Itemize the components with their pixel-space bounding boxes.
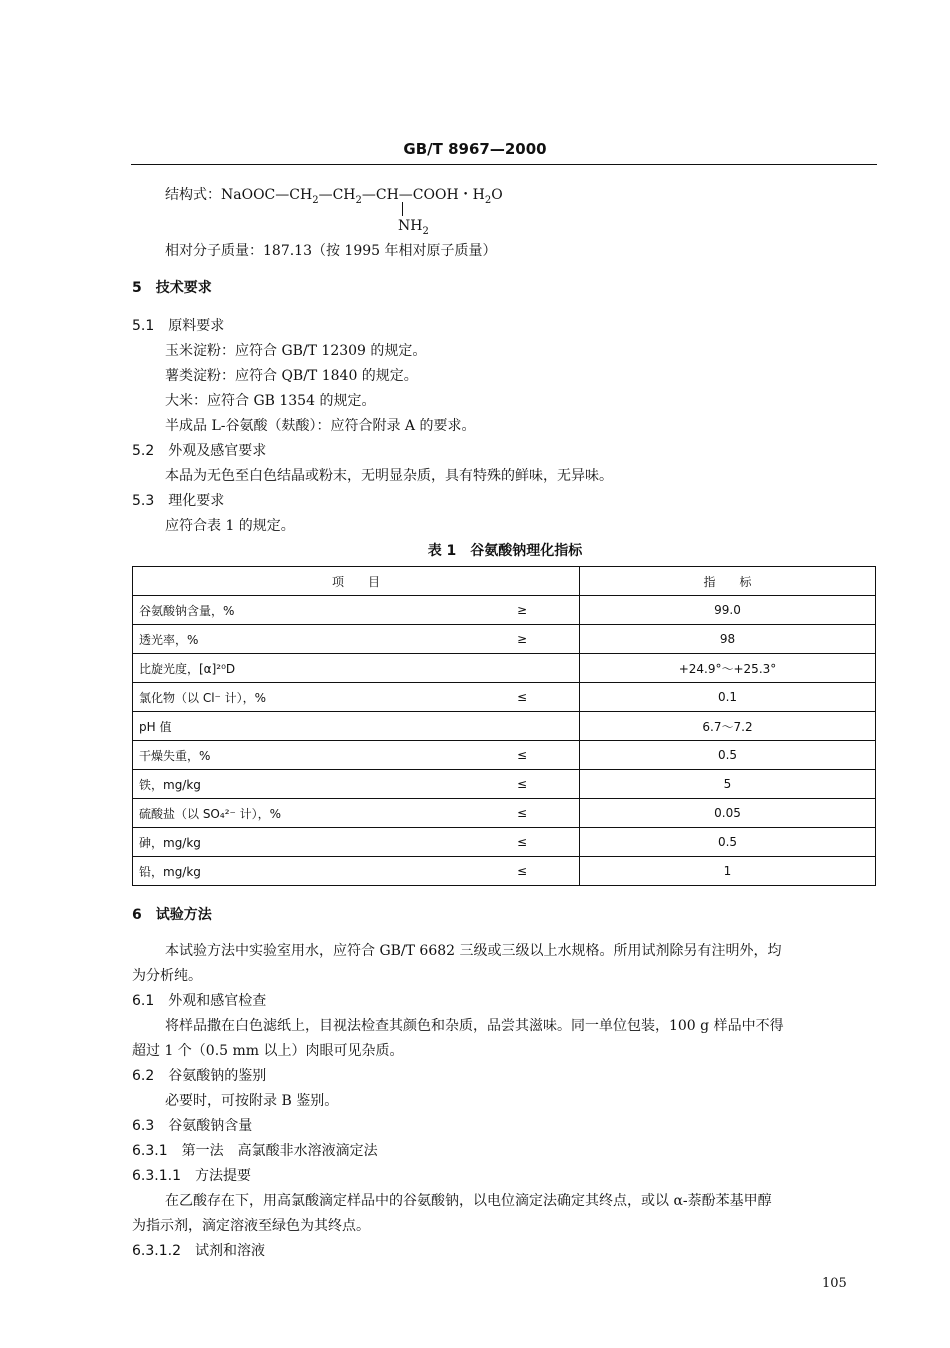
row-item: 氯化物（以 Cl⁻ 计），% [133, 683, 466, 712]
section-5-3-title: 5.3 理化要求 [132, 493, 225, 509]
row-item: 谷氨酸钠含量，% [133, 596, 466, 625]
page-number: 105 [822, 1276, 847, 1291]
formula-branch [398, 218, 429, 237]
row-op: ≤ [465, 741, 580, 770]
header-value: 指 标 [580, 567, 876, 596]
formula-label: 结构式： [165, 187, 221, 203]
row-item: 硫酸盐（以 SO₄²⁻ 计），% [133, 799, 466, 828]
section-6-3-1-1-title: 6.3.1.1 方法提要 [132, 1168, 251, 1184]
formula-sub: 2 [484, 194, 492, 206]
row-value: 99.0 [580, 596, 876, 625]
row-op [465, 712, 580, 741]
section-6-3-title: 6.3 谷氨酸钠含量 [132, 1118, 253, 1134]
row-op: ≤ [465, 857, 580, 886]
section-6-1-title: 6.1 外观和感官检查 [132, 993, 267, 1009]
raw-material-item: 薯类淀粉：应符合 QB/T 1840 的规定。 [165, 368, 418, 384]
section-5-3-text: 应符合表 1 的规定。 [165, 518, 295, 534]
row-value: 6.7～7.2 [580, 712, 876, 741]
row-op: ≤ [465, 683, 580, 712]
formula-sub: 2 [355, 194, 362, 206]
section-6-heading: 6 试验方法 [132, 907, 212, 923]
section-6-1-text-line1: 将样品撒在白色滤纸上，目视法检查其颜色和杂质，品尝其滋味。同一单位包装，100 g 样品中不得 [165, 1018, 784, 1034]
section-6-intro-line2: 为分析纯。 [132, 968, 202, 984]
section-5-2-text: 本品为无色至白色结晶或粉末，无明显杂质，具有特殊的鲜味，无异味。 [165, 468, 613, 484]
row-value: 0.5 [580, 828, 876, 857]
row-op: ≤ [465, 828, 580, 857]
spec-table [132, 566, 876, 886]
row-item: 铅，mg/kg [133, 857, 466, 886]
formula-part: O [491, 187, 503, 203]
formula-branch-text: NH [398, 218, 423, 234]
row-op [465, 654, 580, 683]
formula-part: —CH—COOH・H [361, 187, 485, 203]
row-op: ≤ [465, 770, 580, 799]
section-5-2-title: 5.2 外观及感官要求 [132, 443, 267, 459]
section-6-intro-line1: 本试验方法中实验室用水，应符合 GB/T 6682 三级或三级以上水规格。所用试剂除另有注明外，均 [165, 943, 782, 959]
section-6-2-title: 6.2 谷氨酸钠的鉴别 [132, 1068, 267, 1084]
section-6-1-text-line2: 超过 1 个（0.5 mm 以上）肉眼可见杂质。 [132, 1043, 404, 1059]
row-value: 98 [580, 625, 876, 654]
formula-bond-line [402, 202, 403, 216]
section-5-heading: 5 技术要求 [132, 280, 212, 296]
row-item: 透光率，% [133, 625, 466, 654]
table-row [133, 683, 876, 712]
section-6-3-1-1-text-line1: 在乙酸存在下，用高氯酸滴定样品中的谷氨酸钠，以电位滴定法确定其终点，或以 α-萘酚苯基甲醇 [165, 1193, 772, 1209]
formula-sub: 2 [312, 194, 319, 206]
molecular-weight: 相对分子质量：187.13（按 1995 年相对原子质量） [165, 243, 497, 259]
row-value: 0.5 [580, 741, 876, 770]
structural-formula [165, 184, 503, 206]
row-item: 铁，mg/kg [133, 770, 466, 799]
header-item: 项 目 [133, 567, 580, 596]
row-op: ≥ [465, 596, 580, 625]
raw-material-item: 大米：应符合 GB 1354 的规定。 [165, 393, 376, 409]
table-row [133, 857, 876, 886]
section-6-3-1-title: 6.3.1 第一法 高氯酸非水溶液滴定法 [132, 1143, 378, 1159]
row-op: ≥ [465, 625, 580, 654]
row-item: 干燥失重，% [133, 741, 466, 770]
table-row [133, 770, 876, 799]
formula-part: —CH [318, 187, 356, 203]
formula-branch-sub: 2 [422, 225, 429, 237]
table-row [133, 625, 876, 654]
row-value: 5 [580, 770, 876, 799]
raw-material-item: 玉米淀粉：应符合 GB/T 12309 的规定。 [165, 343, 427, 359]
table-row [133, 712, 876, 741]
table-row [133, 828, 876, 857]
row-item: 砷，mg/kg [133, 828, 466, 857]
row-op: ≤ [465, 799, 580, 828]
standard-header: GB/T 8967—2000 [403, 140, 547, 158]
row-value: 0.05 [580, 799, 876, 828]
row-value: 1 [580, 857, 876, 886]
table-row [133, 654, 876, 683]
section-6-3-1-2-title: 6.3.1.2 试剂和溶液 [132, 1243, 265, 1259]
table-header-row [133, 567, 876, 596]
table-row [133, 596, 876, 625]
formula-part: NaOOC—CH [221, 187, 313, 203]
raw-material-item: 半成品 L-谷氨酸（麸酸）：应符合附录 A 的要求。 [165, 418, 476, 434]
row-item: 比旋光度，[α]²⁰D [133, 654, 466, 683]
header-rule [131, 164, 877, 165]
table-caption: 表 1 谷氨酸钠理化指标 [427, 543, 583, 559]
section-6-2-text: 必要时，可按附录 B 鉴别。 [165, 1093, 339, 1109]
table-row [133, 741, 876, 770]
section-6-3-1-1-text-line2: 为指示剂，滴定溶液至绿色为其终点。 [132, 1218, 370, 1234]
row-value: +24.9°～+25.3° [580, 654, 876, 683]
row-value: 0.1 [580, 683, 876, 712]
row-item: pH 值 [133, 712, 466, 741]
table-row [133, 799, 876, 828]
section-5-1-title: 5.1 原料要求 [132, 318, 225, 334]
